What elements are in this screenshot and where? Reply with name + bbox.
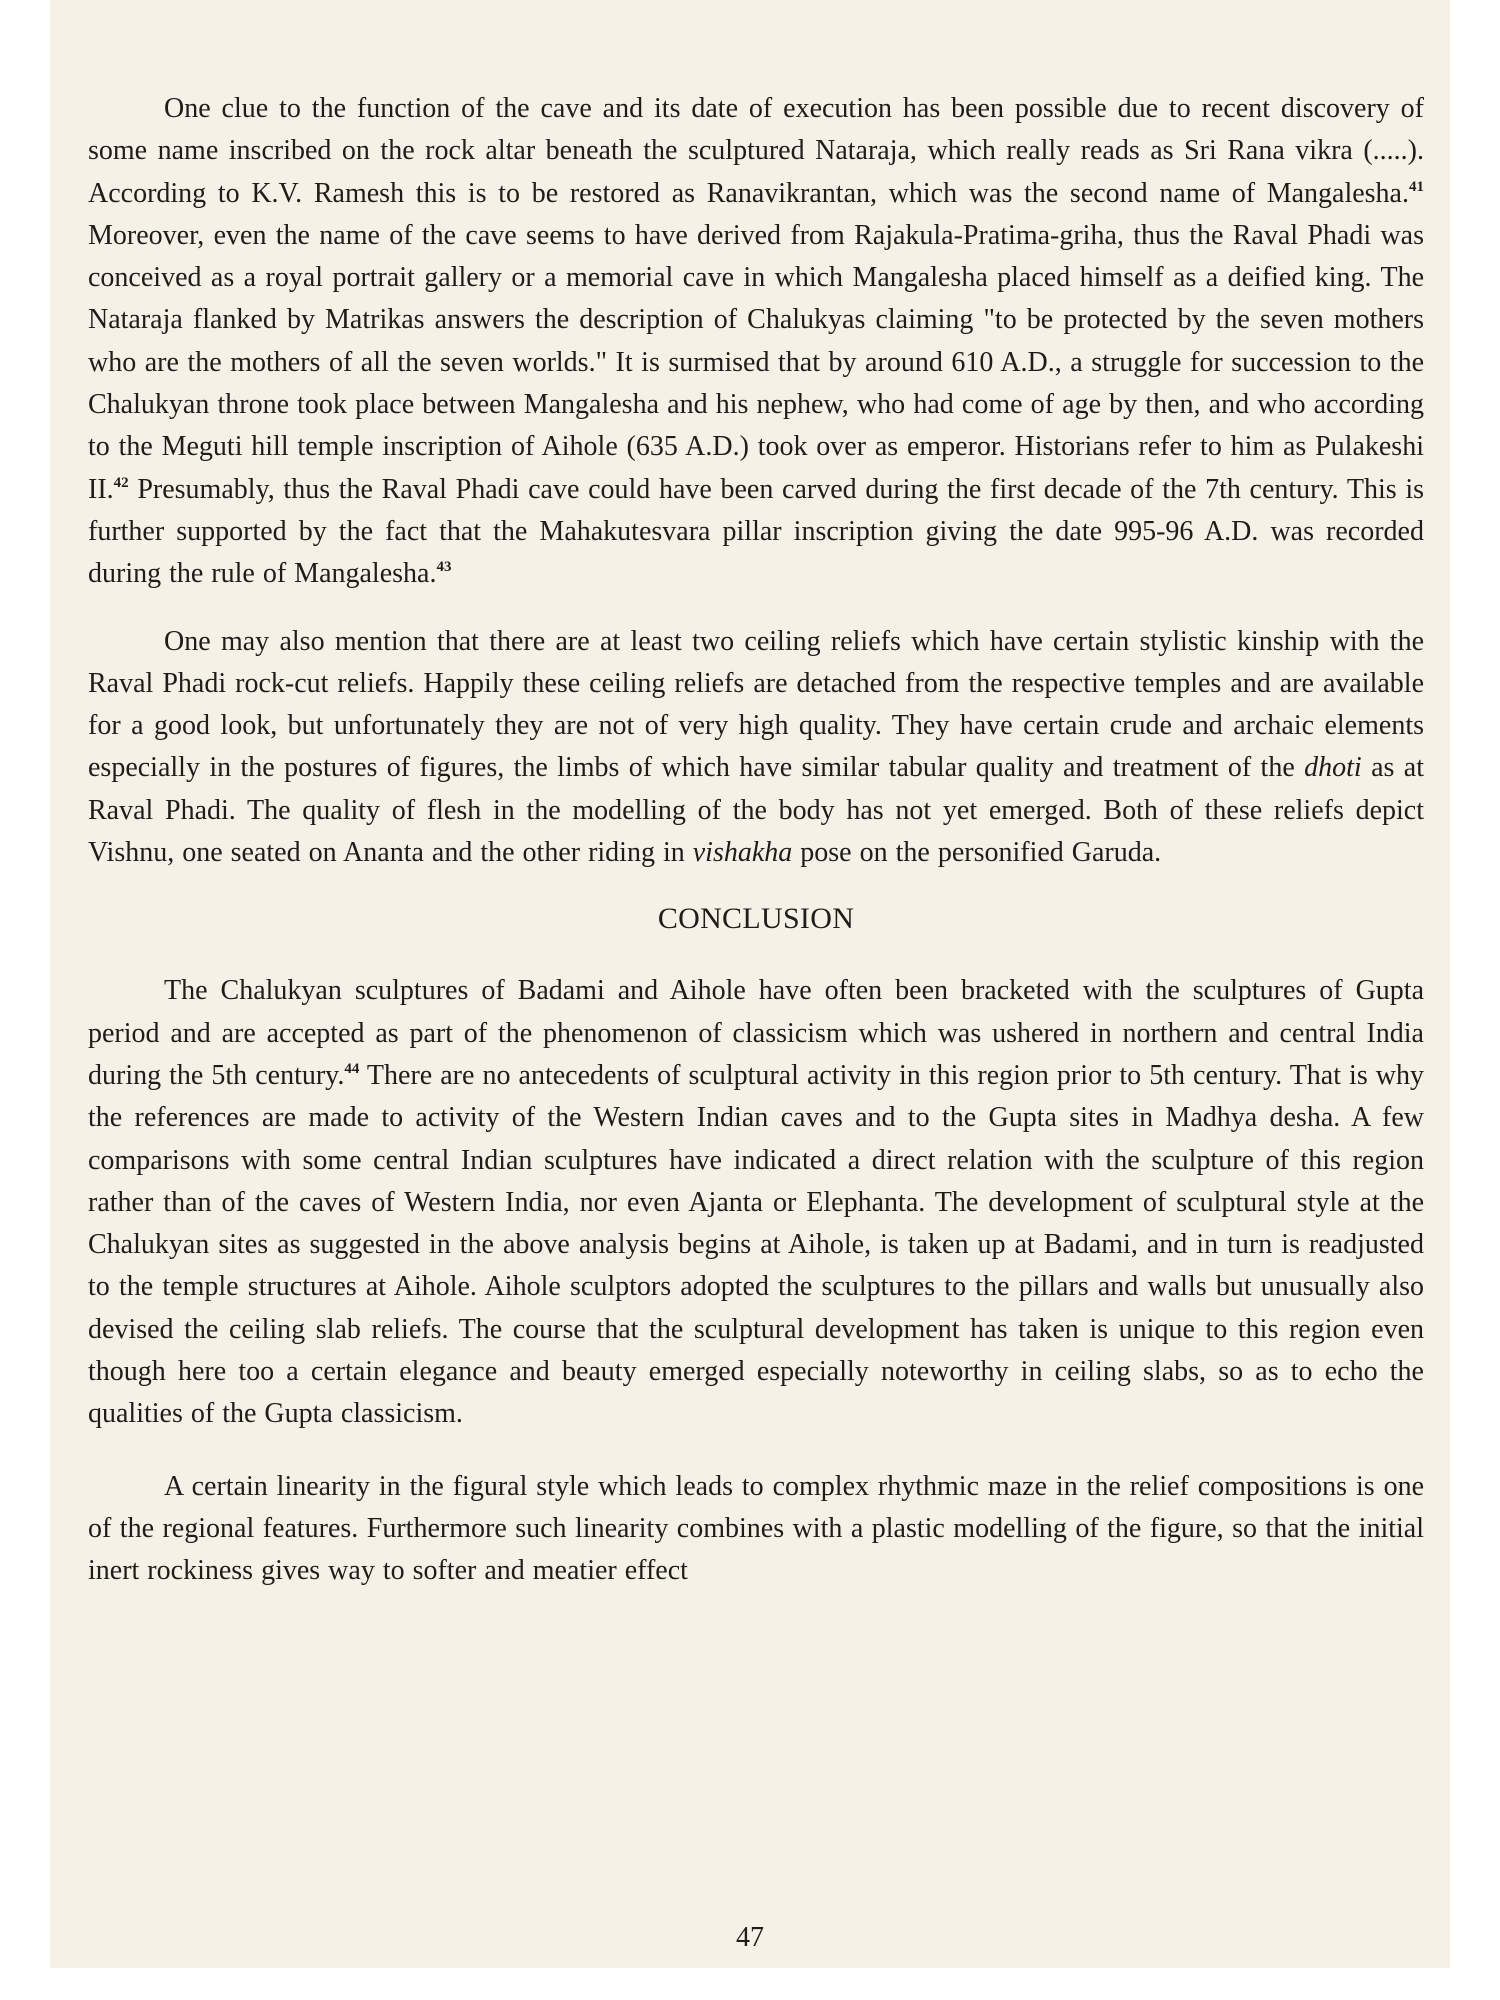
page-body	[88, 88, 1424, 1593]
paragraph-text: The Chalukyan sculptures of Badami and Aihole have often been bracketed with the sculptures of Gupta period and are accepted as part of the phenomenon of classicism which was ushered in northern and central India during the 5th century.	[88, 975, 1424, 1091]
paragraph-text: One clue to the function of the cave and its date of execution has been possible due to recent discovery of some name inscribed on the rock altar beneath the sculptured Nataraja, which really reads as Sri Rana vikra (.....). According to K.V. Ramesh this is to be restored as Ranavikrantan, which was the second name of Mangalesha.	[88, 93, 1424, 209]
footnote-ref: 44	[344, 1060, 360, 1077]
footnote-ref: 42	[113, 474, 129, 491]
paragraph	[88, 970, 1424, 1435]
paragraph	[88, 1466, 1424, 1593]
paragraph-text: as at Raval Phadi. The quality of flesh in the modelling of the body has not yet emerged. Both of these reliefs depict Vishnu, one seated on Ananta and the other riding in	[88, 752, 1424, 869]
footnote-ref: 41	[1409, 178, 1424, 195]
paragraph-text: A certain linearity in the figural style which leads to complex rhythmic maze in the relief compositions is one of the regional features. Furthermore such linearity combines with a plastic modelling of the figure, so that the initial inert rockiness gives way to softer and meatier effect	[88, 1470, 1424, 1587]
paragraph-text: There are no antecedents of sculptural activity in this region prior to 5th century. That is why the references are made to activity of the Western Indian caves and to the Gupta sites in Madhya desha. A few comparisons with some central Indian sculptures have indicated a direct relation with the sculpture of this region rather than of the caves of Western India, nor even Ajanta or Elephanta. The development of sculptural style at the Chalukyan sites as suggested in the above analysis begins at Aihole, is taken up at Badami, and in turn is readjusted to the temple structures at Aihole. Aihole sculptors adopted the sculptures to the pillars and walls but unusually also devised the ceiling slab reliefs. The course that the sculptural development has taken is unique to this region even though here too a certain elegance and beauty emerged especially noteworthy in ceiling slabs, so as to echo the qualities of the Gupta classicism.	[88, 1059, 1425, 1430]
paragraph-text: Presumably, thus the Raval Phadi cave could have been carved during the first decade of the 7th century. This is further supported by the fact that the Mahakutesvara pillar inscription giving the date 995-96 A.D. was recorded during the rule of Mangalesha.	[88, 473, 1424, 590]
italic-term: dhoti	[1304, 752, 1362, 784]
section-heading: CONCLUSION	[657, 902, 855, 936]
italic-term: vishakha	[692, 837, 793, 869]
paragraph	[88, 88, 1424, 596]
paragraph-text: One may also mention that there are at least two ceiling reliefs which have certain stylistic kinship with the Raval Phadi rock-cut reliefs. Happily these ceiling reliefs are detached from the respective temples and are available for a good look, but unfortunately they are not of very high quality. They have certain crude and archaic elements especially in the postures of figures, the limbs of which have similar tabular quality and treatment of the	[88, 625, 1424, 784]
paragraph	[88, 621, 1424, 875]
book-page	[50, 0, 1450, 1968]
page-number: 47	[736, 1922, 764, 1953]
paragraph-text: Moreover, even the name of the cave seems to have derived from Rajakula-Pratima-griha, thus the Raval Phadi was conceived as a royal portrait gallery or a memorial cave in which Mangalesha placed himself as a deified king. The Nataraja flanked by Matrikas answers the description of Chalukyas claiming "to be protected by the seven mothers who are the mothers of all the seven worlds." It is surmised that by around 610 A.D., a struggle for succession to the Chalukyan throne took place between Mangalesha and his nephew, who had come of age by then, and who according to the Meguti hill temple inscription of Aihole (635 A.D.) took over as emperor. Historians refer to him as Pulakeshi II.	[88, 219, 1424, 505]
paragraph-text: pose on the personified Garuda.	[792, 837, 1162, 869]
footnote-ref: 43	[436, 559, 452, 576]
